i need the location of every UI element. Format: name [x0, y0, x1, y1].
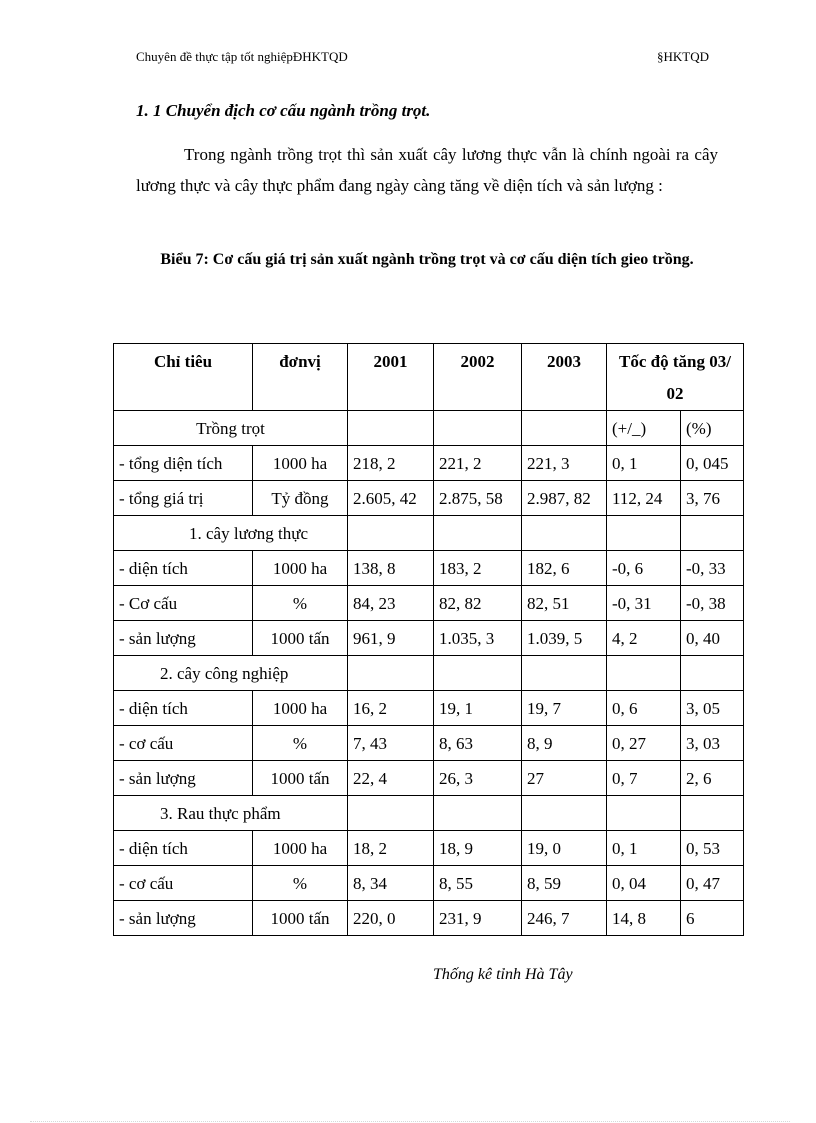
table-cell	[434, 656, 522, 691]
table-row	[114, 831, 744, 866]
section-label: Trồng trọt	[114, 411, 348, 446]
value-2003-cell: 1.039, 5	[522, 621, 607, 656]
value-2001-cell: 16, 2	[348, 691, 434, 726]
value-2002-cell: 231, 9	[434, 901, 522, 936]
value-2003-cell: 8, 59	[522, 866, 607, 901]
unit-cell: %	[253, 866, 348, 901]
growth-pct-cell: 0, 40	[681, 621, 744, 656]
section-heading: 1. 1 Chuyển địch cơ cấu ngành trồng trọt.	[136, 101, 431, 120]
value-2003-cell: 19, 0	[522, 831, 607, 866]
value-2002-cell: 8, 63	[434, 726, 522, 761]
value-2002-cell: 82, 82	[434, 586, 522, 621]
indicator-cell: - sản lượng	[114, 761, 253, 796]
group-row	[114, 656, 744, 691]
growth-pct-cell: 0, 045	[681, 446, 744, 481]
value-2001-cell: 22, 4	[348, 761, 434, 796]
table-cell	[607, 516, 681, 551]
page-header-left: Chuyên đề thực tập tốt nghiệpĐHKTQD	[136, 49, 348, 64]
group-label: 2. cây công nghiệp	[114, 656, 348, 691]
table-cell	[348, 516, 434, 551]
table-row	[114, 726, 744, 761]
unit-cell: %	[253, 726, 348, 761]
header-indicator: Chỉ tiêu	[114, 344, 253, 411]
unit-cell: 1000 ha	[253, 446, 348, 481]
growth-abs-cell: 0, 1	[607, 831, 681, 866]
value-2001-cell: 220, 0	[348, 901, 434, 936]
table-cell	[681, 796, 744, 831]
header-growth: Tốc độ tăng 03/ 02	[607, 344, 744, 411]
value-2002-cell: 26, 3	[434, 761, 522, 796]
table-header-row	[114, 344, 744, 411]
growth-pct-cell: -0, 38	[681, 586, 744, 621]
indicator-cell: - sản lượng	[114, 621, 253, 656]
table-cell	[522, 516, 607, 551]
indicator-cell: - cơ cấu	[114, 866, 253, 901]
unit-cell: 1000 tấn	[253, 761, 348, 796]
table-title: Biểu 7: Cơ cấu giá trị sản xuất ngành trồng trọt và cơ cấu diện tích gieo trồng.	[160, 251, 694, 268]
value-2002-cell: 8, 55	[434, 866, 522, 901]
indicator-cell: - tổng giá trị	[114, 481, 253, 516]
value-2001-cell: 218, 2	[348, 446, 434, 481]
growth-pct-cell: 6	[681, 901, 744, 936]
value-2002-cell: 221, 2	[434, 446, 522, 481]
growth-abs-cell: 0, 04	[607, 866, 681, 901]
value-2003-cell: 246, 7	[522, 901, 607, 936]
indicator-cell: - diện tích	[114, 831, 253, 866]
footer-divider	[30, 1121, 790, 1122]
table-row	[114, 481, 744, 516]
table-row	[114, 446, 744, 481]
indicator-cell: - sản lượng	[114, 901, 253, 936]
value-2001-cell: 84, 23	[348, 586, 434, 621]
header-2001: 2001	[348, 344, 434, 411]
unit-cell: 1000 tấn	[253, 901, 348, 936]
value-2001-cell: 2.605, 42	[348, 481, 434, 516]
indicator-cell: - diện tích	[114, 551, 253, 586]
unit-cell: 1000 ha	[253, 691, 348, 726]
table-cell	[607, 656, 681, 691]
growth-abs-cell: 0, 6	[607, 691, 681, 726]
value-2001-cell: 7, 43	[348, 726, 434, 761]
value-2002-cell: 183, 2	[434, 551, 522, 586]
value-2003-cell: 27	[522, 761, 607, 796]
growth-abs-cell: -0, 31	[607, 586, 681, 621]
growth-pct-cell: -0, 33	[681, 551, 744, 586]
growth-pct-header: (%)	[681, 411, 744, 446]
growth-abs-cell: 0, 1	[607, 446, 681, 481]
value-2003-cell: 82, 51	[522, 586, 607, 621]
value-2003-cell: 221, 3	[522, 446, 607, 481]
indicator-cell: - Cơ cấu	[114, 586, 253, 621]
table-row	[114, 551, 744, 586]
growth-pct-cell: 3, 05	[681, 691, 744, 726]
value-2002-cell: 2.875, 58	[434, 481, 522, 516]
group-row	[114, 516, 744, 551]
header-2003: 2003	[522, 344, 607, 411]
indicator-cell: - tổng diện tích	[114, 446, 253, 481]
unit-cell: 1000 ha	[253, 551, 348, 586]
indicator-cell: - diện tích	[114, 691, 253, 726]
table-cell	[434, 796, 522, 831]
growth-abs-cell: 14, 8	[607, 901, 681, 936]
unit-cell: 1000 tấn	[253, 621, 348, 656]
table-cell	[607, 796, 681, 831]
table-row	[114, 586, 744, 621]
table-row	[114, 621, 744, 656]
table-row	[114, 901, 744, 936]
table-cell	[348, 411, 434, 446]
value-2001-cell: 8, 34	[348, 866, 434, 901]
crop-statistics-table	[113, 343, 744, 936]
intro-paragraph: Trong ngành trồng trọt thì sản xuất cây lương thực vẫn là chính ngoài ra cây lương thực và cây thực phẩm đang ngày càng tăng về diện tích và sản lượng :	[136, 145, 718, 195]
section-row	[114, 411, 744, 446]
table-cell	[434, 516, 522, 551]
group-label: 1. cây lương thực	[114, 516, 348, 551]
table-cell	[522, 796, 607, 831]
group-row	[114, 796, 744, 831]
unit-cell: 1000 ha	[253, 831, 348, 866]
source-note: Thống kê tỉnh Hà Tây	[433, 966, 573, 983]
growth-pct-cell: 2, 6	[681, 761, 744, 796]
table-cell	[681, 516, 744, 551]
table-cell	[522, 656, 607, 691]
value-2003-cell: 8, 9	[522, 726, 607, 761]
value-2002-cell: 1.035, 3	[434, 621, 522, 656]
value-2001-cell: 18, 2	[348, 831, 434, 866]
page-header-right: §HKTQD	[657, 49, 709, 64]
growth-abs-header: (+/_)	[607, 411, 681, 446]
growth-abs-cell: 4, 2	[607, 621, 681, 656]
table-body	[114, 411, 744, 936]
value-2003-cell: 19, 7	[522, 691, 607, 726]
table-cell	[348, 656, 434, 691]
growth-pct-cell: 0, 53	[681, 831, 744, 866]
table-row	[114, 761, 744, 796]
value-2002-cell: 18, 9	[434, 831, 522, 866]
growth-pct-cell: 3, 76	[681, 481, 744, 516]
growth-pct-cell: 0, 47	[681, 866, 744, 901]
value-2002-cell: 19, 1	[434, 691, 522, 726]
table-row	[114, 691, 744, 726]
growth-abs-cell: -0, 6	[607, 551, 681, 586]
header-unit: đơnvị	[253, 344, 348, 411]
unit-cell: %	[253, 586, 348, 621]
growth-pct-cell: 3, 03	[681, 726, 744, 761]
table-cell	[348, 796, 434, 831]
value-2001-cell: 138, 8	[348, 551, 434, 586]
value-2001-cell: 961, 9	[348, 621, 434, 656]
table-cell	[681, 656, 744, 691]
table-row	[114, 866, 744, 901]
value-2003-cell: 182, 6	[522, 551, 607, 586]
value-2003-cell: 2.987, 82	[522, 481, 607, 516]
growth-abs-cell: 112, 24	[607, 481, 681, 516]
table-cell	[522, 411, 607, 446]
growth-abs-cell: 0, 27	[607, 726, 681, 761]
table-cell	[434, 411, 522, 446]
growth-abs-cell: 0, 7	[607, 761, 681, 796]
unit-cell: Tỷ đồng	[253, 481, 348, 516]
group-label: 3. Rau thực phẩm	[114, 796, 348, 831]
indicator-cell: - cơ cấu	[114, 726, 253, 761]
header-2002: 2002	[434, 344, 522, 411]
